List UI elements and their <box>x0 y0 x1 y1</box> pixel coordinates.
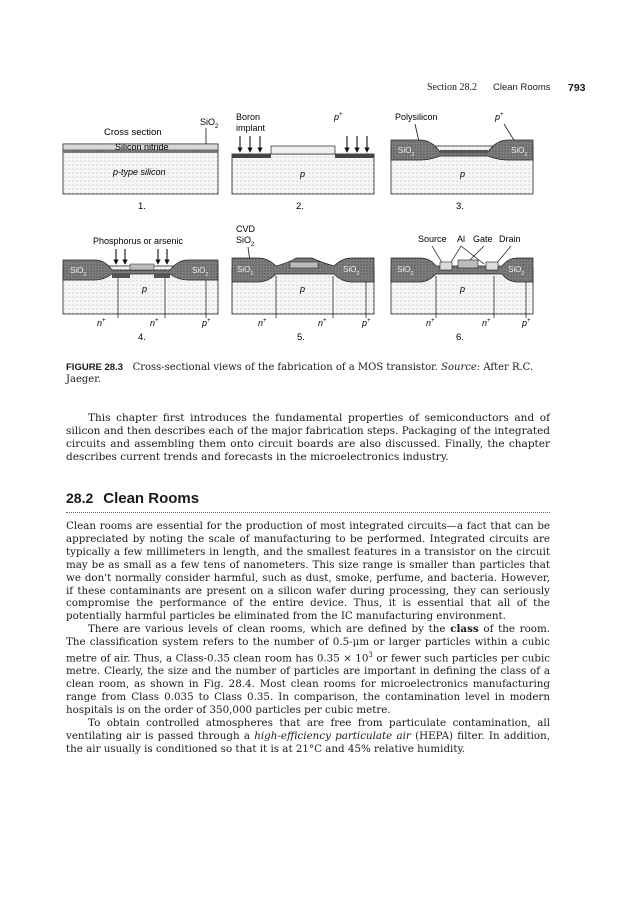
panel2-number: 2. <box>296 201 304 212</box>
panel3-number: 3. <box>456 201 464 212</box>
panel-5 <box>232 224 374 343</box>
panel3-poly-label: Polysilicon <box>395 112 438 122</box>
panel1-cross-section-label: Cross section <box>104 127 162 138</box>
panel5-sio2-top-label: SiO$_2$ <box>236 235 255 248</box>
panel3-sio2-left: SiO$_2$ <box>398 146 415 158</box>
panel5-p3-label: p+ <box>362 318 371 328</box>
panel2-boron-label: Boron <box>236 112 261 122</box>
panel6-sio2-left: SiO$_2$ <box>397 265 414 277</box>
paragraph-1: Clean rooms are essential for the production of most integrated circuits—a fact that can be appreciated by noting the scale of manufacturing to be performed. Integrated circuits are typically a few millimeters in length, and the smallest features in a transistor on the circuit may be as small as a few tens of nanometers. This size range is smaller than particles that we don't normally consider harmful, such as dust, smoke, perfume, and bacteria. However, if these contaminants are present on a silicon wafer during processing, they can seriously compromise the performance of the entire device. Thus, it is essential that all of the potentially harmful particles be eliminated from the IC manufacturing environment. <box>66 520 550 623</box>
panel5-n2-label: n+ <box>318 318 327 328</box>
panel3-sio2-right: SiO$_2$ <box>511 146 528 158</box>
figure-caption <box>66 362 536 386</box>
running-header-section: Section 28.2 <box>427 82 477 93</box>
panel5-p-label: p <box>300 284 306 294</box>
panel2-implant-label: implant <box>236 123 266 133</box>
panel-1 <box>63 117 219 212</box>
panel6-n2-label: n+ <box>482 318 491 328</box>
panel5-n1-label: n+ <box>258 318 267 328</box>
panel4-n2-label: n+ <box>150 318 159 328</box>
caption-text: Cross-sectional views of the fabrication of a MOS transistor. <box>132 362 438 373</box>
section-title: Clean Rooms <box>103 490 200 507</box>
panel4-p-label: p <box>142 284 148 294</box>
panel5-cvd-label: CVD <box>236 224 256 234</box>
caption-source-label: Source: <box>441 362 481 373</box>
paragraph-2: There are various levels of clean rooms, which are defined by the class of the room. The classification system refers to the number of 0.5-μm or larger particles within a cubic metre of air. Thus, a Class-0.35 clean room has $0.35 \times 10^3$ or fewer such particles per cubic metre. Clearly, the size and the number of particles are important in defining the class of a clean room, as shown in Fig. 28.4. Most clean rooms for microelectronics manufacturing range from Class 0.035 to Class 0.35. In comparison, the contamination level in modern hospitals is on the order of 350,000 particles per cubic metre. <box>66 623 551 717</box>
panel1-ptype-label: p-type silicon <box>113 167 166 177</box>
panel6-number: 6. <box>456 332 464 343</box>
panel3-pplus-label: p+ <box>495 112 504 122</box>
panel5-sio2-left: SiO$_2$ <box>237 265 254 277</box>
panel-3 <box>391 112 533 212</box>
mos-fabrication-figure <box>0 0 636 360</box>
section-heading <box>66 490 199 507</box>
panel5-number: 5. <box>297 332 305 343</box>
caption-label: FIGURE 28.3 <box>66 362 124 373</box>
paragraph-3: To obtain controlled atmospheres that are free from particulate contamination, all ventilating air is passed through a high-efficiency particulate air (HEPA) filter. In addition, the air usually is conditioned so that it is at 21°C and 45% relative humidity. <box>66 717 550 755</box>
panel6-p-label: p <box>460 284 466 294</box>
running-header-subtitle: Clean Rooms <box>493 82 551 93</box>
panel-4 <box>63 236 218 343</box>
panel2-pplus-label: p+ <box>334 112 343 122</box>
caption-source-text: After R.C. Jaeger. <box>66 362 534 385</box>
panel-2 <box>232 112 374 212</box>
panel4-sio2-right: SiO$_2$ <box>192 266 209 278</box>
page-number: 793 <box>568 82 586 94</box>
panel4-n1-label: n+ <box>97 318 106 328</box>
panel4-number: 4. <box>138 332 146 343</box>
panel4-p3-label: p+ <box>202 318 211 328</box>
section-divider <box>66 512 550 513</box>
panel6-p3-label: p+ <box>522 318 531 328</box>
panel6-drain-label: Drain <box>499 234 521 244</box>
panel6-n1-label: n+ <box>426 318 435 328</box>
section-body <box>66 520 550 756</box>
panel3-p-label: p <box>460 169 466 179</box>
panel6-al-label: Al <box>457 234 466 244</box>
panel6-sio2-right: SiO$_2$ <box>508 265 525 277</box>
panel2-p-label: p <box>300 169 306 179</box>
panel4-sio2-left: SiO$_2$ <box>70 266 87 278</box>
intro-paragraph: This chapter first introduces the fundamental properties of semiconductors and of silicon and then describes each of the major fabrication steps. Packaging of the integrated circuits and assembling them onto circuit boards are also discussed. Finally, the chapter describes current trends and forecasts in the microelectronics industry. <box>66 412 550 463</box>
panel4-phosphorus-label: Phosphorus or arsenic <box>93 236 184 246</box>
panel-6 <box>391 234 533 343</box>
panel6-source-label: Source <box>418 234 447 244</box>
panel5-sio2-right: SiO$_2$ <box>343 265 360 277</box>
section-number: 28.2 <box>66 490 94 506</box>
panel6-gate-label: Gate <box>473 234 493 244</box>
panel1-sio2-label: SiO$_2$ <box>200 117 219 130</box>
panel1-number: 1. <box>138 201 146 212</box>
panel1-nitride-label: Silicon nitride <box>115 142 169 152</box>
